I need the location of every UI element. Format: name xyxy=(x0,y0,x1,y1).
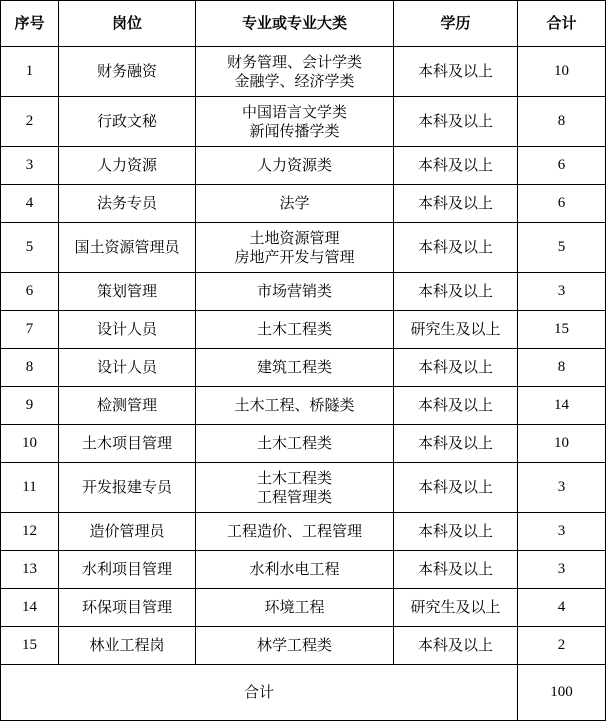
cell-serial-number: 3 xyxy=(1,147,59,185)
cell-major xyxy=(196,47,394,97)
table-row xyxy=(1,185,606,223)
major-line: 市场营销类 xyxy=(256,282,332,300)
total-value: 100 xyxy=(518,665,606,721)
cell-major xyxy=(196,273,394,311)
cell-position: 水利项目管理 xyxy=(59,551,196,589)
cell-count: 15 xyxy=(518,311,606,349)
cell-education: 本科及以上 xyxy=(394,551,518,589)
cell-count: 10 xyxy=(518,47,606,97)
cell-serial-number: 9 xyxy=(1,387,59,425)
major-line: 人力资源类 xyxy=(256,156,332,174)
cell-serial-number: 4 xyxy=(1,185,59,223)
cell-major xyxy=(196,589,394,627)
cell-count: 3 xyxy=(518,551,606,589)
table-row xyxy=(1,311,606,349)
major-line: 中国语言文学类 xyxy=(241,102,347,121)
cell-major xyxy=(196,387,394,425)
cell-position: 法务专员 xyxy=(59,185,196,223)
cell-position: 人力资源 xyxy=(59,147,196,185)
major-line: 环境工程 xyxy=(264,598,325,616)
cell-education: 本科及以上 xyxy=(394,147,518,185)
cell-count: 14 xyxy=(518,387,606,425)
cell-education: 本科及以上 xyxy=(394,223,518,273)
major-line: 房地产开发与管理 xyxy=(234,247,355,266)
major-line: 土木工程类 xyxy=(256,320,332,338)
cell-position: 土木项目管理 xyxy=(59,425,196,463)
cell-major xyxy=(196,185,394,223)
cell-major xyxy=(196,513,394,551)
cell-position: 设计人员 xyxy=(59,311,196,349)
cell-major xyxy=(196,223,394,273)
cell-major xyxy=(196,349,394,387)
cell-serial-number: 13 xyxy=(1,551,59,589)
cell-count: 3 xyxy=(518,463,606,513)
cell-education: 本科及以上 xyxy=(394,627,518,665)
cell-education: 本科及以上 xyxy=(394,463,518,513)
header-major: 专业或专业大类 xyxy=(196,1,394,47)
cell-count: 6 xyxy=(518,185,606,223)
cell-count: 3 xyxy=(518,273,606,311)
total-row xyxy=(1,665,606,721)
major-line: 新闻传播学类 xyxy=(249,121,340,140)
table-row xyxy=(1,513,606,551)
cell-education: 研究生及以上 xyxy=(394,589,518,627)
major-line: 财务管理、会计学类 xyxy=(226,52,362,71)
major-line: 水利水电工程 xyxy=(249,560,340,578)
table-row xyxy=(1,147,606,185)
table-row xyxy=(1,627,606,665)
header-count: 合计 xyxy=(518,1,606,47)
major-line: 工程管理类 xyxy=(256,487,332,506)
cell-education: 本科及以上 xyxy=(394,349,518,387)
table-row xyxy=(1,97,606,147)
cell-serial-number: 2 xyxy=(1,97,59,147)
cell-count: 5 xyxy=(518,223,606,273)
cell-serial-number: 7 xyxy=(1,311,59,349)
table-row xyxy=(1,273,606,311)
cell-serial-number: 1 xyxy=(1,47,59,97)
cell-major xyxy=(196,97,394,147)
cell-education: 本科及以上 xyxy=(394,513,518,551)
cell-education: 本科及以上 xyxy=(394,425,518,463)
cell-count: 10 xyxy=(518,425,606,463)
cell-count: 8 xyxy=(518,349,606,387)
cell-major xyxy=(196,425,394,463)
major-line: 土木工程类 xyxy=(256,468,332,487)
cell-count: 4 xyxy=(518,589,606,627)
cell-major xyxy=(196,311,394,349)
total-label: 合计 xyxy=(1,665,518,721)
cell-serial-number: 11 xyxy=(1,463,59,513)
major-line: 法学 xyxy=(279,194,310,212)
cell-count: 2 xyxy=(518,627,606,665)
major-line: 林学工程类 xyxy=(256,636,332,654)
cell-education: 本科及以上 xyxy=(394,97,518,147)
table-row xyxy=(1,47,606,97)
table-body xyxy=(1,47,606,665)
cell-position: 环保项目管理 xyxy=(59,589,196,627)
table-row xyxy=(1,349,606,387)
cell-position: 财务融资 xyxy=(59,47,196,97)
header-education: 学历 xyxy=(394,1,518,47)
table-row xyxy=(1,223,606,273)
cell-education: 本科及以上 xyxy=(394,47,518,97)
major-line: 土木工程类 xyxy=(256,434,332,452)
major-line: 土木工程、桥隧类 xyxy=(234,396,355,414)
table-row xyxy=(1,387,606,425)
table-row xyxy=(1,425,606,463)
cell-serial-number: 10 xyxy=(1,425,59,463)
cell-serial-number: 8 xyxy=(1,349,59,387)
table-header-row xyxy=(1,1,606,47)
table-row xyxy=(1,551,606,589)
cell-serial-number: 6 xyxy=(1,273,59,311)
cell-position: 林业工程岗 xyxy=(59,627,196,665)
cell-major xyxy=(196,147,394,185)
cell-major xyxy=(196,551,394,589)
cell-serial-number: 15 xyxy=(1,627,59,665)
table-row xyxy=(1,463,606,513)
major-line: 金融学、经济学类 xyxy=(234,71,355,90)
cell-education: 本科及以上 xyxy=(394,387,518,425)
cell-count: 8 xyxy=(518,97,606,147)
major-line: 建筑工程类 xyxy=(256,358,332,376)
cell-position: 行政文秘 xyxy=(59,97,196,147)
cell-position: 检测管理 xyxy=(59,387,196,425)
cell-position: 造价管理员 xyxy=(59,513,196,551)
cell-serial-number: 5 xyxy=(1,223,59,273)
header-serial-number: 序号 xyxy=(1,1,59,47)
table-row xyxy=(1,589,606,627)
cell-major xyxy=(196,463,394,513)
cell-education: 本科及以上 xyxy=(394,273,518,311)
cell-education: 本科及以上 xyxy=(394,185,518,223)
cell-count: 3 xyxy=(518,513,606,551)
cell-education: 研究生及以上 xyxy=(394,311,518,349)
cell-position: 国土资源管理员 xyxy=(59,223,196,273)
header-position: 岗位 xyxy=(59,1,196,47)
cell-count: 6 xyxy=(518,147,606,185)
major-line: 工程造价、工程管理 xyxy=(226,522,362,540)
cell-position: 策划管理 xyxy=(59,273,196,311)
cell-position: 设计人员 xyxy=(59,349,196,387)
cell-position: 开发报建专员 xyxy=(59,463,196,513)
major-line: 土地资源管理 xyxy=(249,228,340,247)
cell-serial-number: 12 xyxy=(1,513,59,551)
cell-serial-number: 14 xyxy=(1,589,59,627)
cell-major xyxy=(196,627,394,665)
